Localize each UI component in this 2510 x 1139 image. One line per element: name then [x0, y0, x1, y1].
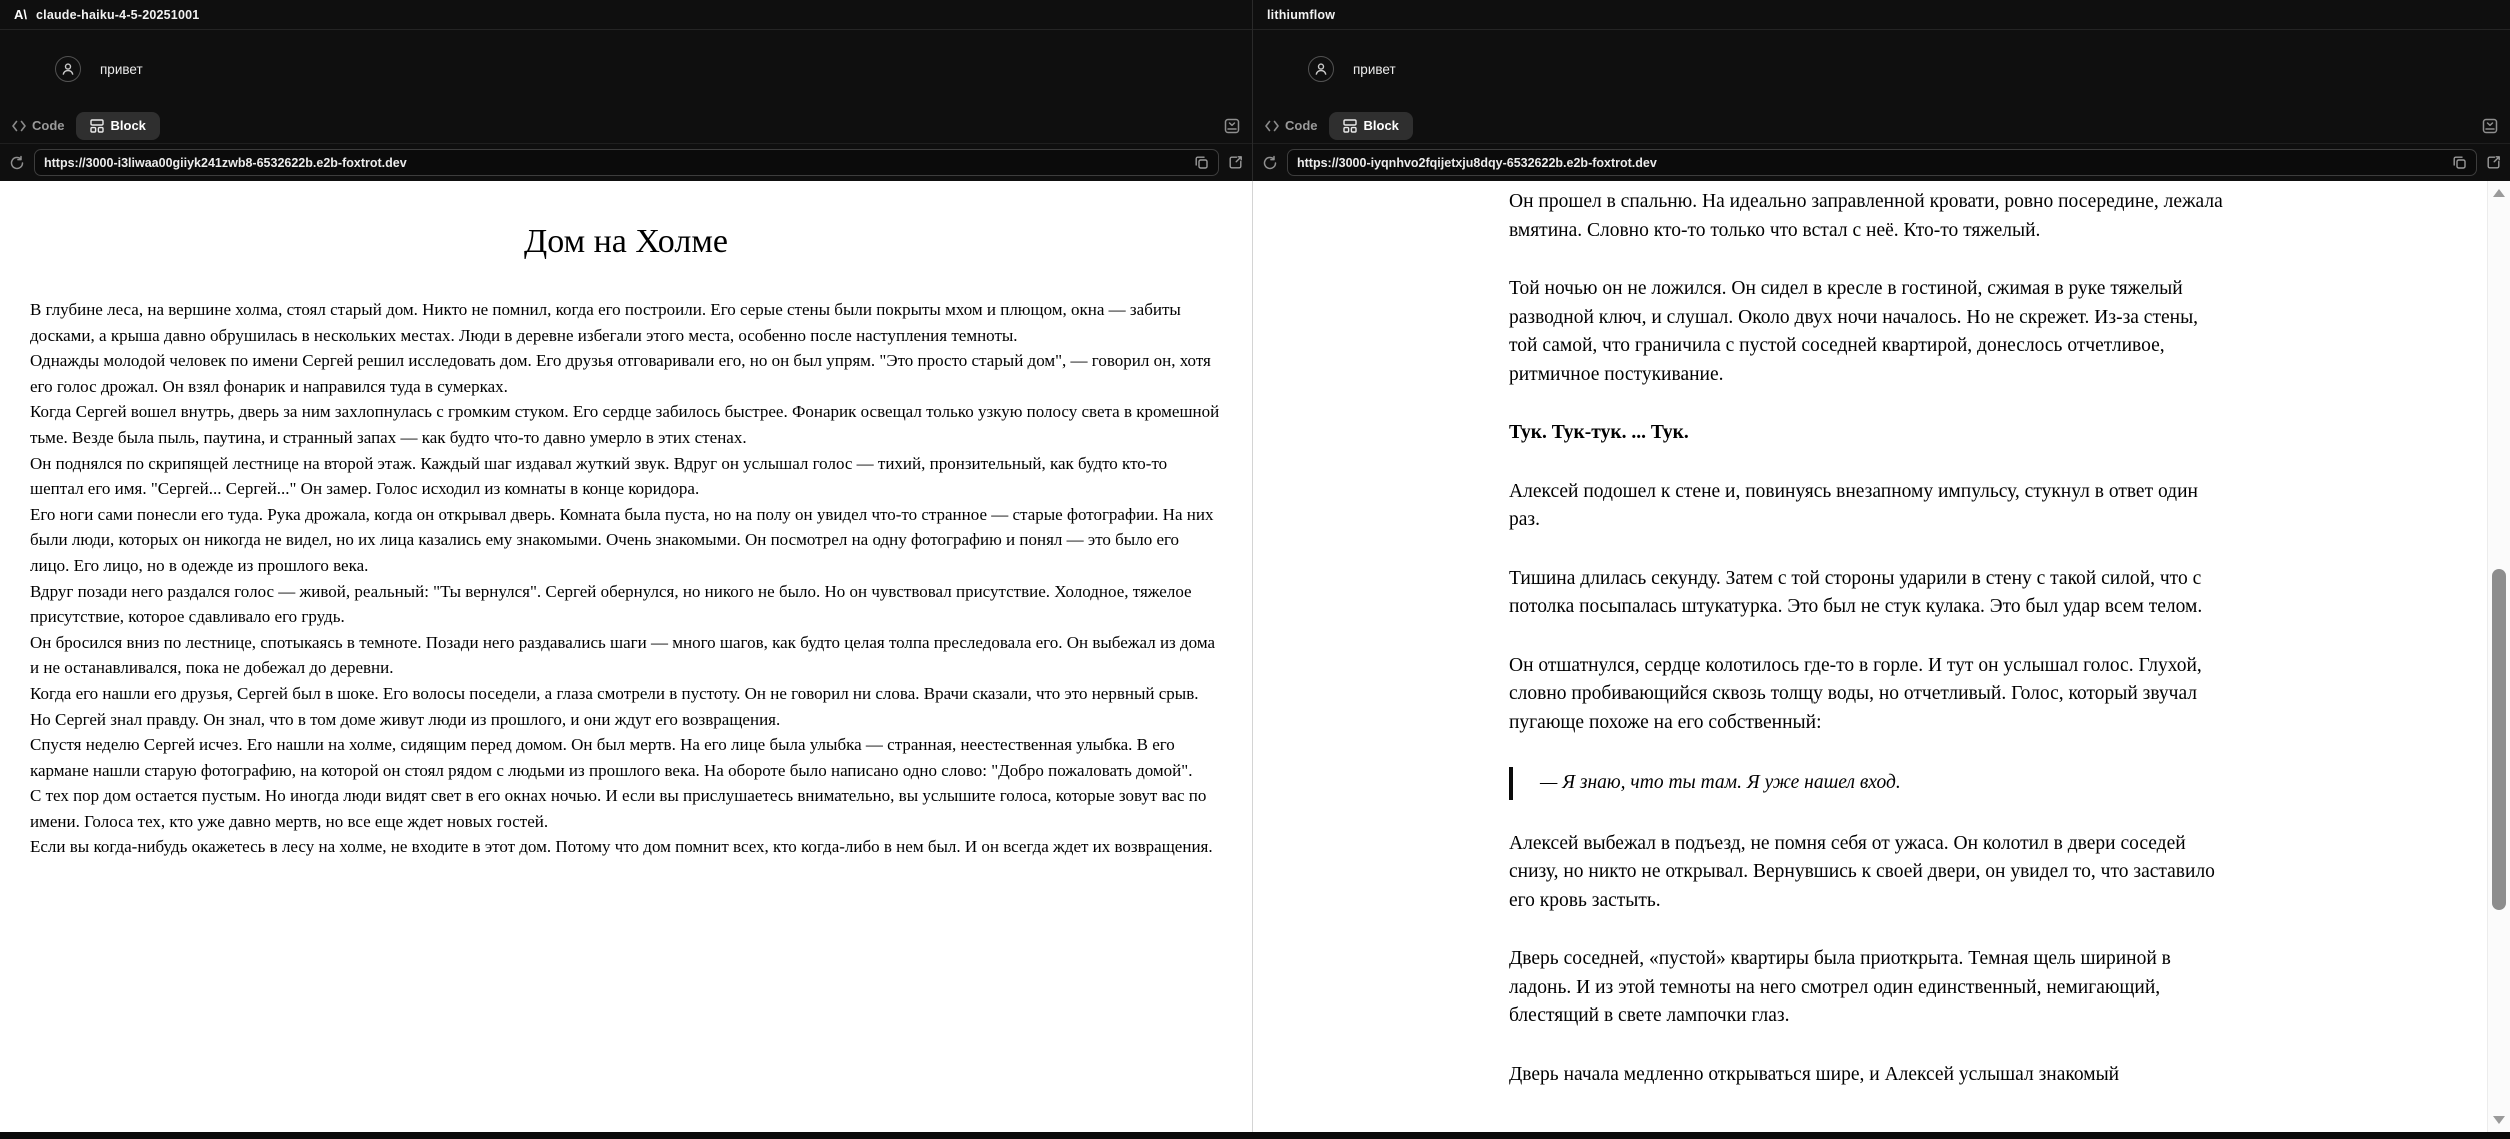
story-paragraph: Вдруг позади него раздался голос — живой, реальный: "Ты вернулся". Сергей обернулся, но никого не было. Но он чувствовал присутствие. Холодное, тяжелое присутствие, которое сдавливало его грудь. — [30, 581, 1192, 627]
open-external-button[interactable] — [2486, 155, 2501, 170]
story-paragraph: Однажды молодой человек по имени Сергей решил исследовать дом. Его друзья отговаривали его, но он был упрям. "Это просто старый дом", — говорил он, хотя его голос дрожал. Он взял фонарик и направился туда в сумерках. — [30, 351, 1211, 396]
copy-url-button[interactable] — [1194, 155, 1209, 170]
console-panel-icon — [1224, 118, 1240, 134]
user-message: привет — [100, 61, 143, 77]
pane-left — [0, 0, 1252, 1132]
code-icon — [12, 120, 26, 132]
console-panel-icon — [2482, 118, 2498, 134]
scroll-down-arrow[interactable] — [2493, 1116, 2505, 1124]
story-paragraph: Алексей выбежал в подъезд, не помня себя от ужаса. Он колотил в двери соседей снизу, но никто не открывал. Вернувшись к своей двери, он увидел то, что заставило его кровь застыть. — [1509, 832, 2215, 911]
tab-block[interactable]: Block — [1329, 112, 1413, 140]
story-title: Дом на Холме — [524, 223, 728, 260]
external-link-icon — [1228, 155, 1243, 170]
url-row-right — [1253, 144, 2510, 181]
code-icon — [1265, 120, 1279, 132]
block-layout-icon — [1343, 119, 1357, 133]
tab-code[interactable]: Code — [1265, 118, 1318, 133]
refresh-button[interactable] — [9, 155, 25, 171]
user-message: привет — [1353, 61, 1396, 77]
model-name-left: claude-haiku-4-5-20251001 — [36, 7, 200, 22]
scroll-up-arrow[interactable] — [2493, 189, 2505, 197]
tab-code[interactable]: Code — [12, 118, 65, 133]
open-external-button[interactable] — [1228, 155, 1243, 170]
chat-message-row — [1253, 30, 2510, 108]
pane-left-header — [0, 0, 1252, 30]
refresh-icon — [9, 155, 25, 171]
copy-icon — [1194, 155, 1209, 170]
vertical-scrollbar[interactable] — [2487, 181, 2510, 1132]
person-icon — [1314, 62, 1328, 76]
preview-right — [1253, 181, 2510, 1132]
anthropic-logo-icon: A\ — [14, 7, 27, 22]
story-paragraph: Его ноги сами понесли его туда. Рука дрожала, когда он открывал дверь. Комната была пуста, но на полу он увидел что-то странное — старые фотографии. На них были люди, которых он никогда не видел, но их лица казались ему знакомыми. Очень знакомыми. Он посмотрел на одну фотографию и понял — это было его лицо. Его лицо, но в одежде из прошлого века. — [30, 504, 1214, 575]
url-input[interactable] — [34, 149, 1219, 176]
preview-left — [0, 181, 1252, 1132]
story-paragraph: Дверь соседней, «пустой» квартиры была приоткрыта. Темная щель шириной в ладонь. И из этой темноты на него смотрел один единственный, немигающий, блестящий в свете лампочки глаз. — [1509, 948, 2171, 1026]
person-icon — [61, 62, 75, 76]
bottom-bar — [0, 1132, 2510, 1139]
story-paragraph: Спустя неделю Сергей исчез. Его нашли на холме, сидящим перед домом. Он был мертв. На его лице была улыбка — странная, неестественная улыбка. В его кармане нашли старую фотографию, на которой он стоял рядом с людьми из прошлого века. На обороте было написано одно слово: "Добро пожаловать домой". — [30, 735, 1193, 780]
refresh-button[interactable] — [1262, 155, 1278, 171]
story-paragraph: Тишина длилась секунду. Затем с той стороны ударили в стену с такой силой, что с потолка посыпалась штукатурка. Это был не стук кулака. Это был удар всем телом. — [1509, 567, 2203, 617]
story-paragraph: В глубине леса, на вершине холма, стоял старый дом. Никто не помнил, когда его построили. Его серые стены были покрыты мхом и плющом, окна — забиты досками, а крыша давно обрушилась в нескольких местах. Люди в деревне избегали этого места, особенно после наступления темноты. — [30, 300, 1181, 345]
story-article-left — [0, 181, 1252, 860]
story-paragraph: Той ночью он не ложился. Он сидел в кресле в гостиной, сжимая в руке тяжелый разводной ключ, и слушал. Около двух ночи началось. Но не скрежет. Из-за стены, той самой, что граничила с пустой соседней квартирой, донеслось отчетливое, ритмичное постукивание. — [1509, 278, 2199, 385]
url-text: https://3000-i3liwaa00giiyk241zwb8-6532622b.e2b-foxtrot.dev — [44, 155, 407, 170]
url-input[interactable] — [1287, 149, 2477, 176]
story-paragraph: Он поднялся по скрипящей лестнице на второй этаж. Каждый шаг издавал жуткий звук. Вдруг он услышал голос — тихий, пронзительный, как будто кто-то шептал его имя. "Сергей... Сергей..." Он замер. Голос исходил из комнаты в конце коридора. — [30, 453, 1168, 499]
story-paragraph: Он бросился вниз по лестнице, спотыкаясь в темноте. Позади него раздавались шаги — много шагов, как будто целая толпа преследовала его. Он выбежал из дома и не останавливался, пока не добежал до деревни. — [30, 632, 1216, 678]
console-panel-button[interactable] — [1224, 118, 1240, 134]
story-paragraph: Когда его нашли его друзья, Сергей был в шоке. Его волосы поседели, а глаза смотрели в пустоту. Он не говорил ни слова. Врачи сказали, что это нервный срыв. Но Сергей знал правду. Он знал, что в том доме живут люди из прошлого, и они ждут его возвращения. — [30, 683, 1199, 729]
story-paragraph: Тук. Тук-тук. ... Тук. — [1509, 422, 1689, 443]
user-avatar — [55, 56, 81, 82]
url-row-left — [0, 144, 1252, 181]
story-blockquote: — Я знаю, что ты там. Я уже нашел вход. — [1509, 767, 2231, 800]
pane-right-header — [1253, 0, 2510, 30]
story-paragraph: С тех пор дом остается пустым. Но иногда люди видят свет в его окнах ночью. И если вы прислушаетесь внимательно, вы услышите голоса, которые зовут вас по имени. Голоса тех, кто уже давно мертв, но все еще ждет новых гостей. — [30, 786, 1207, 831]
pane-right — [1253, 0, 2510, 1132]
story-paragraph: Когда Сергей вошел внутрь, дверь за ним захлопнулась с громким стуком. Его сердце забилось быстрее. Фонарик освещал только узкую полосу света в кромешной тьме. Везде была пыль, паутина, и странный запах — как будто что-то давно умерло в этих стенах. — [30, 402, 1220, 447]
tab-block[interactable]: Block — [76, 112, 160, 140]
refresh-icon — [1262, 155, 1278, 171]
tab-row-left — [0, 108, 1252, 144]
chat-message-row — [0, 30, 1252, 108]
story-paragraph: Дверь начала медленно открываться шире, и Алексей услышал знакомый — [1509, 1063, 2120, 1085]
external-link-icon — [2486, 155, 2501, 170]
story-paragraph: Алексей подошел к стене и, повинуясь внезапному импульсу, стукнул в ответ один раз. — [1509, 480, 2198, 530]
console-panel-button[interactable] — [2482, 118, 2498, 134]
scrollbar-thumb[interactable] — [2492, 569, 2506, 910]
tab-row-right — [1253, 108, 2510, 144]
copy-url-button[interactable] — [2452, 155, 2467, 170]
block-layout-icon — [90, 119, 104, 133]
user-avatar — [1308, 56, 1334, 82]
story-paragraph: Он отшатнулся, сердце колотилось где-то в горле. И тут он услышал голос. Глухой, словно пробивающийся сквозь толщу воды, но отчетливый. Голос, который звучал пугающе похоже на его собственный: — [1509, 654, 2202, 733]
story-paragraph: Он прошел в спальню. На идеально заправленной кровати, ровно посередине, лежала вмятина. Словно кто-то только что встал с неё. Кто-то тяжелый. — [1509, 191, 2223, 241]
url-text: https://3000-iyqnhvo2fqijetxju8dqy-6532622b.e2b-foxtrot.dev — [1297, 155, 1657, 170]
story-paragraph: Если вы когда-нибудь окажетесь в лесу на холме, не входите в этот дом. Потому что дом помнит всех, кто когда-либо в нем был. И он всегда ждет их возвращения. — [30, 837, 1213, 857]
copy-icon — [2452, 155, 2467, 170]
model-name-right: lithiumflow — [1267, 7, 1336, 22]
story-article-right-wrap — [1253, 181, 2487, 1132]
story-article-right — [1509, 181, 2231, 1089]
